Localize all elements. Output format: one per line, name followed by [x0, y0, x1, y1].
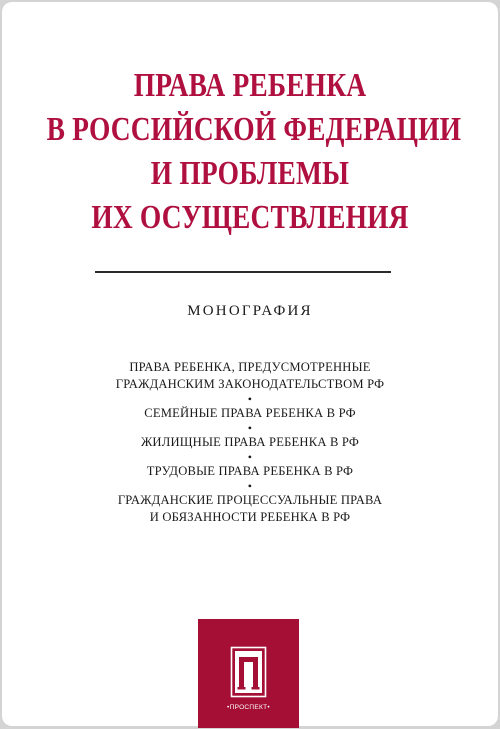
title-line-4: ИХ ОСУЩЕСТВЛЕНИЯ	[91, 199, 409, 236]
book-title	[46, 64, 462, 240]
bullet-separator: •	[247, 392, 253, 406]
topics-list	[2, 359, 498, 526]
topic-item	[2, 405, 498, 422]
topic-line: ЖИЛИЩНЫЕ ПРАВА РЕБЕНКА В РФ	[140, 435, 360, 449]
topic-line: ГРАЖДАНСКИМ ЗАКОНОДАТЕЛЬСТВОМ РФ	[115, 377, 385, 391]
prospekt-logo-icon	[230, 646, 267, 698]
title-line-3: И ПРОБЛЕМЫ	[150, 155, 350, 192]
topic-line: ГРАЖДАНСКИЕ ПРОЦЕССУАЛЬНЫЕ ПРАВА	[117, 493, 383, 507]
bullet-separator: •	[247, 479, 253, 493]
publisher-logo-block	[198, 619, 299, 728]
topic-line: ПРАВА РЕБЕНКА, ПРЕДУСМОТРЕННЫЕ	[129, 360, 371, 374]
title-line-1: ПРАВА РЕБЕНКА	[133, 67, 367, 104]
topic-item	[2, 492, 498, 526]
topic-item	[2, 463, 498, 480]
topic-item	[2, 434, 498, 451]
topic-line: ТРУДОВЫЕ ПРАВА РЕБЕНКА В РФ	[146, 464, 354, 478]
topic-line: И ОБЯЗАННОСТИ РЕБЕНКА В РФ	[149, 510, 351, 524]
title-divider	[95, 271, 391, 273]
title-line-2: В РОССИЙСКОЙ ФЕДЕРАЦИИ	[46, 111, 462, 148]
book-subtitle: МОНОГРАФИЯ	[187, 303, 313, 319]
topic-item	[2, 359, 498, 393]
bullet-separator: •	[247, 450, 253, 464]
bullet-separator: •	[247, 421, 253, 435]
topic-line: СЕМЕЙНЫЕ ПРАВА РЕБЕНКА В РФ	[144, 406, 356, 420]
book-cover	[2, 2, 498, 726]
publisher-name: •ПРОСПЕКТ•	[227, 704, 270, 711]
